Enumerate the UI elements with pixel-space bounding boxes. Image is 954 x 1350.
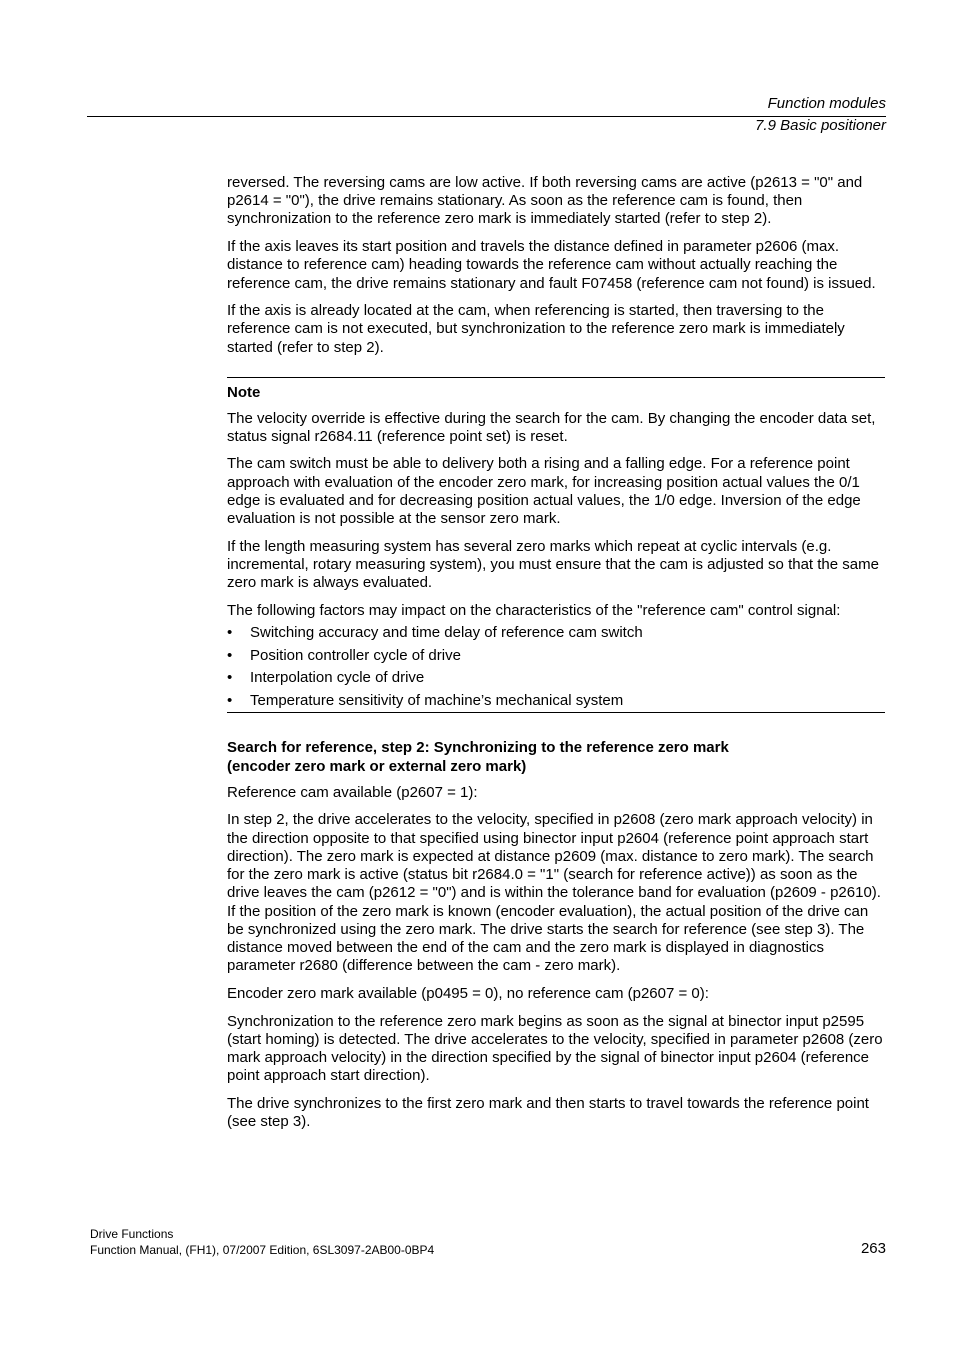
body-paragraph-2: If the axis leaves its start position and travels the distance defined in parameter p2606 (max. distance to reference cam) heading towards the reference cam without actually reaching the reference cam, the drive remains stationary and fault F07458 (reference cam not found) is issued. (227, 238, 876, 292)
list-item: • Switching accuracy and time delay of reference cam switch (227, 624, 887, 642)
note-paragraph-3: If the length measuring system has several zero marks which repeat at cyclic intervals (e.g. incremental, rotary measuring system), you must ensure that the cam is adjusted so that the same zero mark is always evaluated. (227, 537, 879, 592)
footer-title: Drive Functions (90, 1227, 174, 1241)
list-item: • Interpolation cycle of drive (227, 669, 887, 687)
step2-paragraph-3: Encoder zero mark available (p0495 = 0), no reference cam (p2607 = 0): (227, 984, 709, 1002)
step2-paragraph-4: Synchronization to the reference zero mark begins as soon as the signal at binector input p2595 (start homing) is detected. The drive accelerates to the velocity, specified in parameter p2608 (zero mark approach velocity) in the direction specified by the signal of binector input p2604 (reference point approach start direction). (227, 1012, 883, 1085)
list-item: • Temperature sensitivity of machine’s mechanical system (227, 692, 887, 710)
body-paragraph-3: If the axis is already located at the cam, when referencing is started, then traversing to the reference cam is not executed, but synchronization to the reference zero mark is immediately started (refer to step 2). (227, 302, 845, 356)
step2-paragraph-1: Reference cam available (p2607 = 1): (227, 783, 478, 801)
page-content (227, 174, 887, 1141)
note-title: Note (227, 383, 261, 401)
running-header-section: 7.9 Basic positioner (755, 117, 886, 134)
note-block (227, 384, 887, 711)
section-heading (227, 739, 887, 775)
note-paragraph-4: The following factors may impact on the characteristics of the "reference cam" control signal: (227, 601, 841, 619)
body-paragraph-1: reversed. The reversing cams are low active. If both reversing cams are active (p2613 = "0" and p2614 = "0"), the drive remains stationary. As soon as the reference cam is found, then synchronization to the reference zero mark is immediately started (refer to step 2). (227, 174, 863, 228)
note-paragraph-1: The velocity override is effective during the search for the cam. By changing the encoder data set, status signal r2684.11 (reference point set) is reset. (227, 409, 876, 445)
step2-paragraph-2: In step 2, the drive accelerates to the velocity, specified in p2608 (zero mark approach velocity) in the direction opposite to that specified using binector input p2604 (reference point approach start direction). The zero mark is expected at distance p2609 (max. distance to zero mark). The search for the zero mark is active (status bit r2684.0 = "1" (search for reference active)) as soon as the drive leaves the cam (p2612 = "0") and is within the tolerance band for evaluation (p2609 - p2610). If the position of the zero mark is known (encoder evaluation), the actual position of the drive can be synchronized using the zero mark. The drive starts the search for reference (see step 3). The distance moved between the end of the cam and the zero mark is displayed in diagnostics parameter r2680 (difference between the cam - zero mark). (227, 811, 881, 975)
running-header-chapter: Function modules (767, 95, 886, 112)
page-number: 263 (860, 1240, 886, 1257)
note-bottom-rule (227, 712, 885, 713)
step2-paragraph-5: The drive synchronizes to the first zero mark and then starts to travel towards the reference point (see step 3). (227, 1094, 869, 1131)
note-top-rule (227, 377, 885, 378)
section-heading-line-1: Search for reference, step 2: Synchronizing to the reference zero mark (227, 739, 729, 757)
note-bullet-list (227, 624, 887, 710)
list-item: • Position controller cycle of drive (227, 647, 887, 665)
note-paragraph-2: The cam switch must be able to delivery both a rising and a falling edge. For a reference point approach with evaluation of the encoder zero mark, for increasing position actual values the 0/1 edge is evaluated and for decreasing position actual values, the 1/0 edge. Inversion of the edge evaluation is not possible at the sensor zero mark. (227, 455, 861, 528)
footer (90, 1226, 434, 1258)
footer-edition: Function Manual, (FH1), 07/2007 Edition, 6SL3097-2AB00-0BP4 (90, 1243, 435, 1257)
section-heading-line-2: (encoder zero mark or external zero mark) (227, 757, 527, 775)
